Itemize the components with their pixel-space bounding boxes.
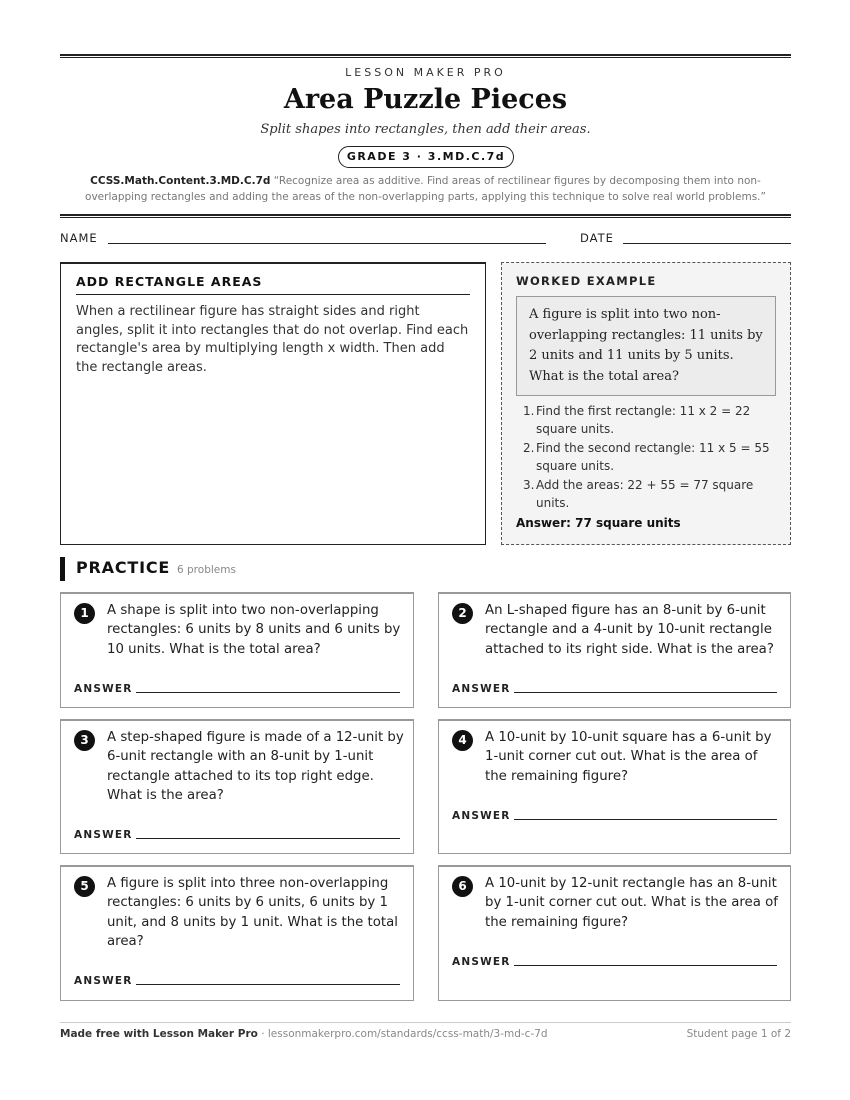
practice-count: 6 problems	[177, 564, 236, 576]
worksheet-page	[60, 0, 791, 1100]
concept-heading: ADD RECTANGLE AREAS	[76, 274, 470, 295]
answer-label: ANSWER	[74, 829, 133, 841]
problem-text: A step-shaped figure is made of a 12-unit by 6-unit rectangle with an 8-unit by 1-unit rectangle attached to its top right edge. What is the area?	[107, 730, 404, 803]
standard-text: “Recognize area as additive. Find areas of rectilinear figures by decomposing them into non-overlapping rectangles and adding the areas of the non-overlapping parts, applying this technique to solve real world problems.”	[85, 175, 766, 203]
worked-example-box	[501, 262, 791, 545]
problem-number-badge: 2	[452, 603, 473, 624]
step-number: 3.	[523, 478, 535, 492]
standard-description	[68, 173, 783, 205]
step-number: 2.	[523, 441, 535, 455]
worked-example-step	[516, 476, 776, 512]
problem-number-badge: 4	[452, 730, 473, 751]
page-title: Area Puzzle Pieces	[283, 84, 568, 115]
answer-field-6[interactable]	[514, 965, 777, 966]
practice-title: PRACTICE	[76, 558, 171, 577]
step-number: 1.	[523, 404, 535, 418]
problem-text: An L-shaped figure has an 8-unit by 6-unit rectangle and a 4-unit by 10-unit rectangle attached to its right side. What is the area?	[485, 603, 774, 657]
problem-card-1	[60, 592, 414, 708]
problem-text: A 10-unit by 12-unit rectangle has an 8-unit by 1-unit corner cut out. What is the area of the remaining figure?	[485, 876, 778, 930]
answer-label: ANSWER	[452, 683, 511, 695]
problem-number-badge: 5	[74, 876, 95, 897]
footer-divider	[60, 1022, 791, 1023]
problem-text: A 10-unit by 10-unit square has a 6-unit by 1-unit corner cut out. What is the area of the remaining figure?	[485, 730, 772, 784]
step-text: Add the areas: 22 + 55 = 77 square units.	[536, 478, 754, 510]
answer-field-3[interactable]	[136, 838, 400, 839]
top-rule	[60, 54, 791, 58]
problem-card-3	[60, 719, 414, 854]
answer-label: ANSWER	[74, 975, 133, 987]
step-text: Find the second rectangle: 11 x 5 = 55 square units.	[536, 441, 770, 473]
brand-name: LESSON MAKER PRO	[345, 66, 506, 79]
footer-url[interactable]: · lessonmakerpro.com/standards/ccss-math/3-md-c-7d	[257, 1028, 548, 1040]
footer-made-with: Made free with Lesson Maker Pro	[60, 1028, 258, 1040]
answer-field-1[interactable]	[136, 692, 400, 693]
concept-box	[60, 262, 486, 545]
step-text: Find the first rectangle: 11 x 2 = 22 square units.	[536, 404, 751, 436]
name-label: NAME	[60, 231, 98, 245]
answer-label: ANSWER	[452, 956, 511, 968]
problem-card-4	[438, 719, 791, 854]
student-info-row	[60, 231, 791, 247]
problem-text: A figure is split into three non-overlapping rectangles: 6 units by 6 units, 6 units by 1 unit, and 8 units by 1 unit. What is the total area?	[107, 876, 398, 949]
problem-number-badge: 3	[74, 730, 95, 751]
grade-badge: GRADE 3 · 3.MD.C.7d	[338, 146, 514, 168]
problem-text: A shape is split into two non-overlapping rectangles: 6 units by 8 units and 6 units by 10 units. What is the total area?	[107, 603, 401, 657]
date-field[interactable]	[623, 243, 791, 244]
concept-body: When a rectilinear figure has straight sides and right angles, split it into rectangles that do not overlap. Find each rectangle's area by multiplying length x width. Then add the rectangle areas.	[76, 304, 469, 375]
worked-example-step	[516, 402, 776, 438]
answer-field-5[interactable]	[136, 984, 400, 985]
footer-page-number: Student page 1 of 2	[686, 1028, 791, 1040]
problem-number-badge: 1	[74, 603, 95, 624]
problem-card-2	[438, 592, 791, 708]
answer-field-4[interactable]	[514, 819, 777, 820]
problem-card-6	[438, 865, 791, 1001]
problem-card-5	[60, 865, 414, 1001]
worked-example-steps	[516, 402, 776, 512]
footer-credit	[60, 1028, 548, 1040]
name-field[interactable]	[108, 243, 546, 244]
answer-label: ANSWER	[74, 683, 133, 695]
worked-example-answer: Answer: 77 square units	[516, 516, 681, 530]
date-label: DATE	[580, 231, 614, 245]
worked-example-heading: WORKED EXAMPLE	[516, 274, 657, 288]
header-bottom-rule	[60, 214, 791, 218]
answer-field-2[interactable]	[514, 692, 777, 693]
worked-example-step	[516, 439, 776, 475]
answer-label: ANSWER	[452, 810, 511, 822]
practice-accent-bar	[60, 557, 65, 581]
standard-code: CCSS.Math.Content.3.MD.C.7d	[90, 175, 271, 187]
page-subtitle: Split shapes into rectangles, then add their areas.	[260, 122, 591, 137]
worked-example-prompt: A figure is split into two non-overlapping rectangles: 11 units by 2 units and 11 units by 5 units. What is the total area?	[516, 296, 776, 396]
problem-number-badge: 6	[452, 876, 473, 897]
